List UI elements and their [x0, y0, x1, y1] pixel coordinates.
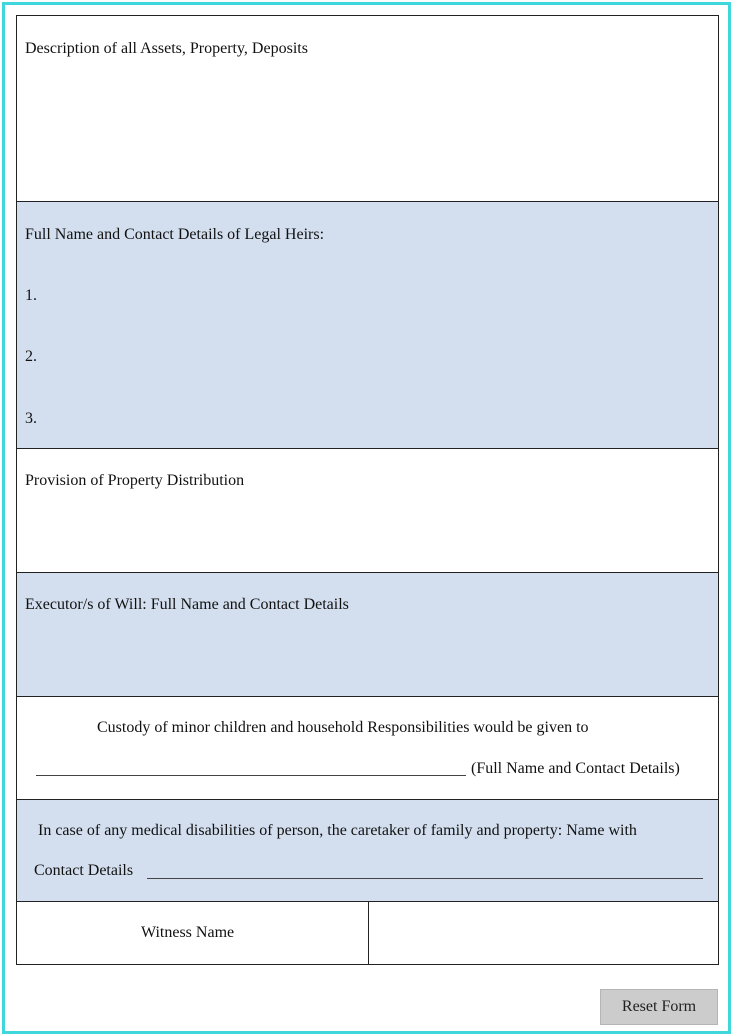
caretaker-text: In case of any medical disabilities of person, the caretaker of family and property: Name with [38, 822, 637, 839]
heirs-label: Full Name and Contact Details of Legal Heirs: [25, 226, 325, 243]
assets-section[interactable] [17, 16, 718, 202]
witness-name-field[interactable] [370, 902, 718, 964]
custody-name-line[interactable] [36, 775, 466, 776]
assets-label: Description of all Assets, Property, Deposits [25, 40, 308, 57]
caretaker-prefix: Contact Details [34, 862, 134, 879]
caretaker-section [17, 800, 718, 902]
custody-section [17, 697, 718, 800]
caretaker-name-line[interactable] [147, 878, 703, 879]
witness-divider [368, 902, 369, 964]
heir-item-1: 1. [25, 287, 37, 304]
heir-item-3: 3. [25, 410, 37, 427]
heir-item-2: 2. [25, 348, 37, 365]
executor-section[interactable] [17, 573, 718, 697]
provision-label: Provision of Property Distribution [25, 472, 245, 489]
witness-label: Witness Name [141, 924, 235, 941]
reset-form-button[interactable]: Reset Form [600, 989, 718, 1025]
custody-suffix: (Full Name and Contact Details) [471, 760, 680, 777]
will-form [16, 15, 719, 965]
executor-label: Executor/s of Will: Full Name and Contact Details [25, 596, 349, 613]
witness-row [17, 902, 718, 964]
heirs-section[interactable] [17, 202, 718, 449]
custody-text: Custody of minor children and household Responsibilities would be given to [97, 719, 589, 736]
provision-section[interactable] [17, 449, 718, 573]
